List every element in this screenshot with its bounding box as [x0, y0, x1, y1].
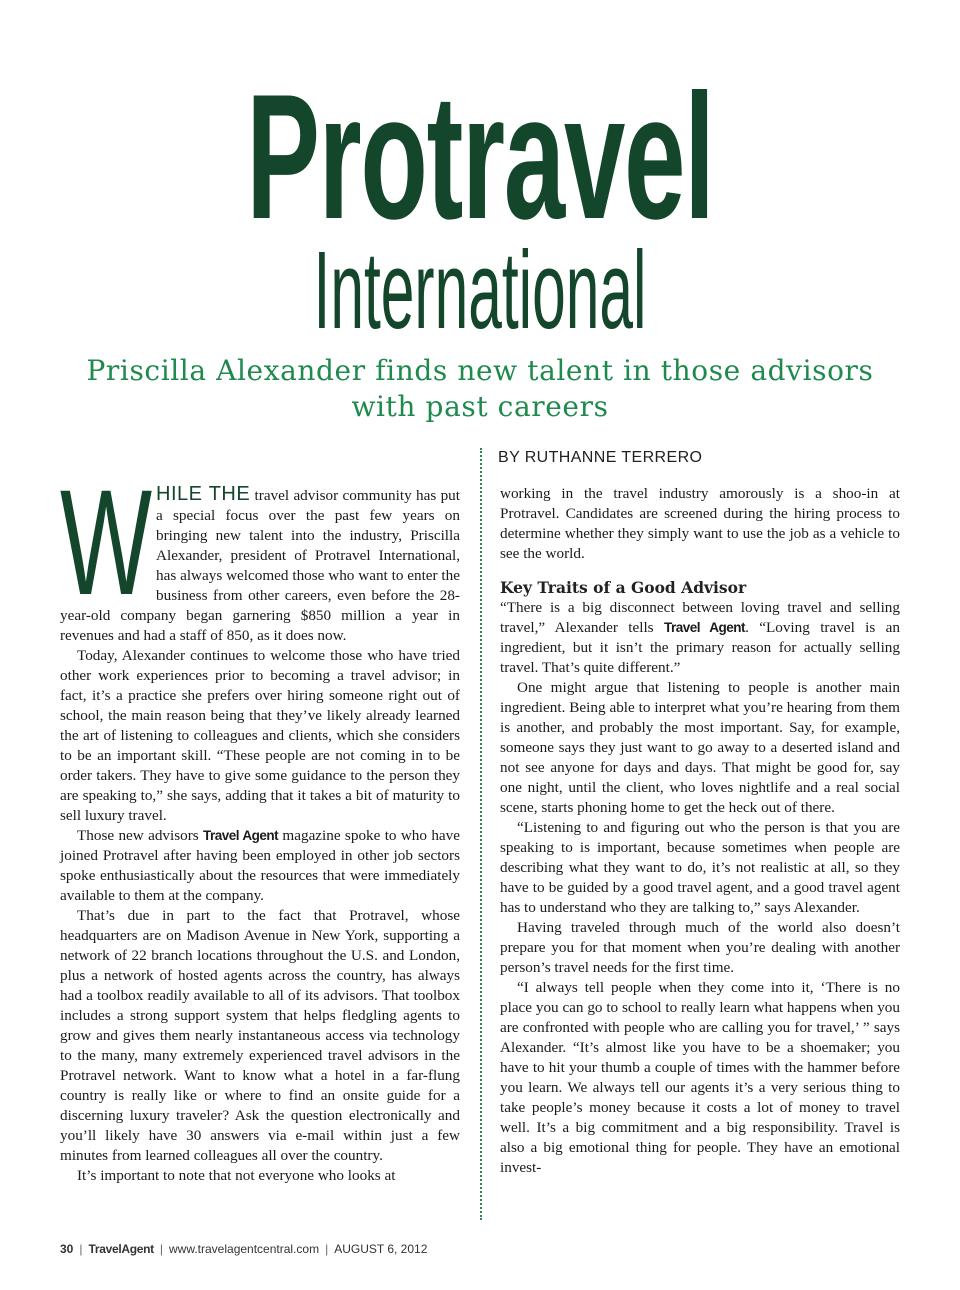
footer-date: AUGUST 6, 2012 [334, 1242, 428, 1256]
section-subhead: Key Traits of a Good Advisor [500, 578, 747, 597]
magazine-name: Travel Agent [663, 620, 746, 635]
paragraph-lead [60, 458, 460, 646]
paragraph-text: “There is a big disconnect between loving travel and selling travel,” Alexander tells [500, 599, 900, 636]
paragraph [500, 598, 900, 678]
paragraph: Having traveled through much of the world also doesn’t prepare you for that moment when you’re dealing with another person’s travel needs for the first time. [500, 919, 900, 976]
paragraph-text: magazine spoke to who have joined Protravel after having been employed in other job sectors spoke enthusiastically about the resources that were immediately available to them at the company. [60, 827, 460, 904]
paragraph: That’s due in part to the fact that Protravel, whose headquarters are on Madison Avenue in New York, supporting a network of 22 branch locations throughout the U.S. and London, plus a network of hosted agents across the country, has always had a toolbox readily available to all of its advisors. That toolbox includes a strong support system that helps fledgling agents to grow and gives them nearly instantaneous access via technology to the many, many extremely experienced travel advisors in the Protravel network. Want to know what a hotel in a far-flung country is really like or where to find an onsite guide for a discerning luxury traveler? Ask the question electronically and you’ll likely have 30 answers via e-mail within just a few minutes from learned colleagues all over the country. [60, 907, 460, 1164]
paragraph-text: Those new advisors [77, 827, 204, 844]
footer-separator: | [325, 1242, 329, 1256]
page-footer [60, 1241, 427, 1257]
magazine-name: Travel Agent [203, 828, 279, 843]
article-column-right [500, 484, 900, 1178]
article-column-left [60, 458, 460, 1186]
paragraph: Today, Alexander continues to welcome those who have tried other work experiences prior to becoming a travel advisor; in fact, it’s a practice she prefers over hiring someone right out of school, the main reason being that they’ve likely already learned the art of listening to colleagues and clients, which she considers to be an important skill. “These people are not coming in to be order takers. They have to give some guidance to the person they are speaking to,” she says, adding that it takes a bit of maturity to sell luxury travel. [60, 647, 460, 824]
paragraph-lead-text: travel advisor community has put a special focus over the past few years on bringing new talent into the industry, Priscilla Alexander, president of Protravel International, has always welcomed those who want to enter the business from other careers, even before the 28-year-old company began garnering $850 million a year in revenues and had a staff of 850, as it does now. [60, 487, 460, 644]
headline-title-line-1: Protravel [246, 57, 714, 256]
paragraph: “I always tell people when they come into it, ‘There is no place you can go to school to really learn what happens when you are confronted with people who are calling you for travel,’ ” says Alexander. “It’s almost like you have to be a shoemaker; you have to hit your thumb a couple of times with the hammer before you learn. We always tell our agents it’s a very serious thing to take people’s money because it costs a lot of money to travel well. It’s a big commitment and a big responsibility. Travel is also a big emotional thing for people. They have an emotional invest- [500, 979, 900, 1176]
paragraph [60, 826, 460, 906]
footer-separator: | [79, 1242, 83, 1256]
paragraph: working in the travel industry amorously is a shoo-in at Protravel. Candidates are screened during the hiring process to determine whether they simply want to use the job as a vehicle to see the world. [500, 485, 900, 562]
footer-brand: TravelAgent [88, 1242, 154, 1256]
dropcap: W [60, 458, 153, 626]
headline-title-line-2: International [313, 229, 647, 352]
paragraph: One might argue that listening to people is another main ingredient. Being able to interpret what you’re hearing from them is another, and probably the most important. Say, for example, someone says they just want to go away to a deserted island and not see anyone for days and days. That might be good for, say one night, until the client, who loves nightlife and a real social scene, starts phoning home to get the heck out of there. [500, 679, 900, 816]
paragraph: It’s important to note that not everyone who looks at [77, 1167, 396, 1184]
page-number: 30 [60, 1242, 74, 1256]
article-subtitle: Priscilla Alexander finds new talent in those advisors with past careers [86, 354, 874, 423]
paragraph-text: . “Loving travel is an ingredient, but it isn’t the primary reason for actually selling travel. That’s quite different.” [500, 619, 900, 676]
footer-separator: | [159, 1242, 163, 1256]
footer-url: www.travelagentcentral.com [169, 1242, 320, 1256]
column-divider [480, 448, 482, 1220]
byline: BY RUTHANNE TERRERO [498, 449, 703, 466]
lead-in-caps: HILE THE [156, 483, 251, 505]
paragraph: “Listening to and figuring out who the person is that you are speaking to is important, because sometimes when people are describing what they want to do, it’s not realistic at all, so they have to be guided by a good travel agent, and a good travel agent has to understand who they are talking to,” says Alexander. [500, 819, 900, 916]
